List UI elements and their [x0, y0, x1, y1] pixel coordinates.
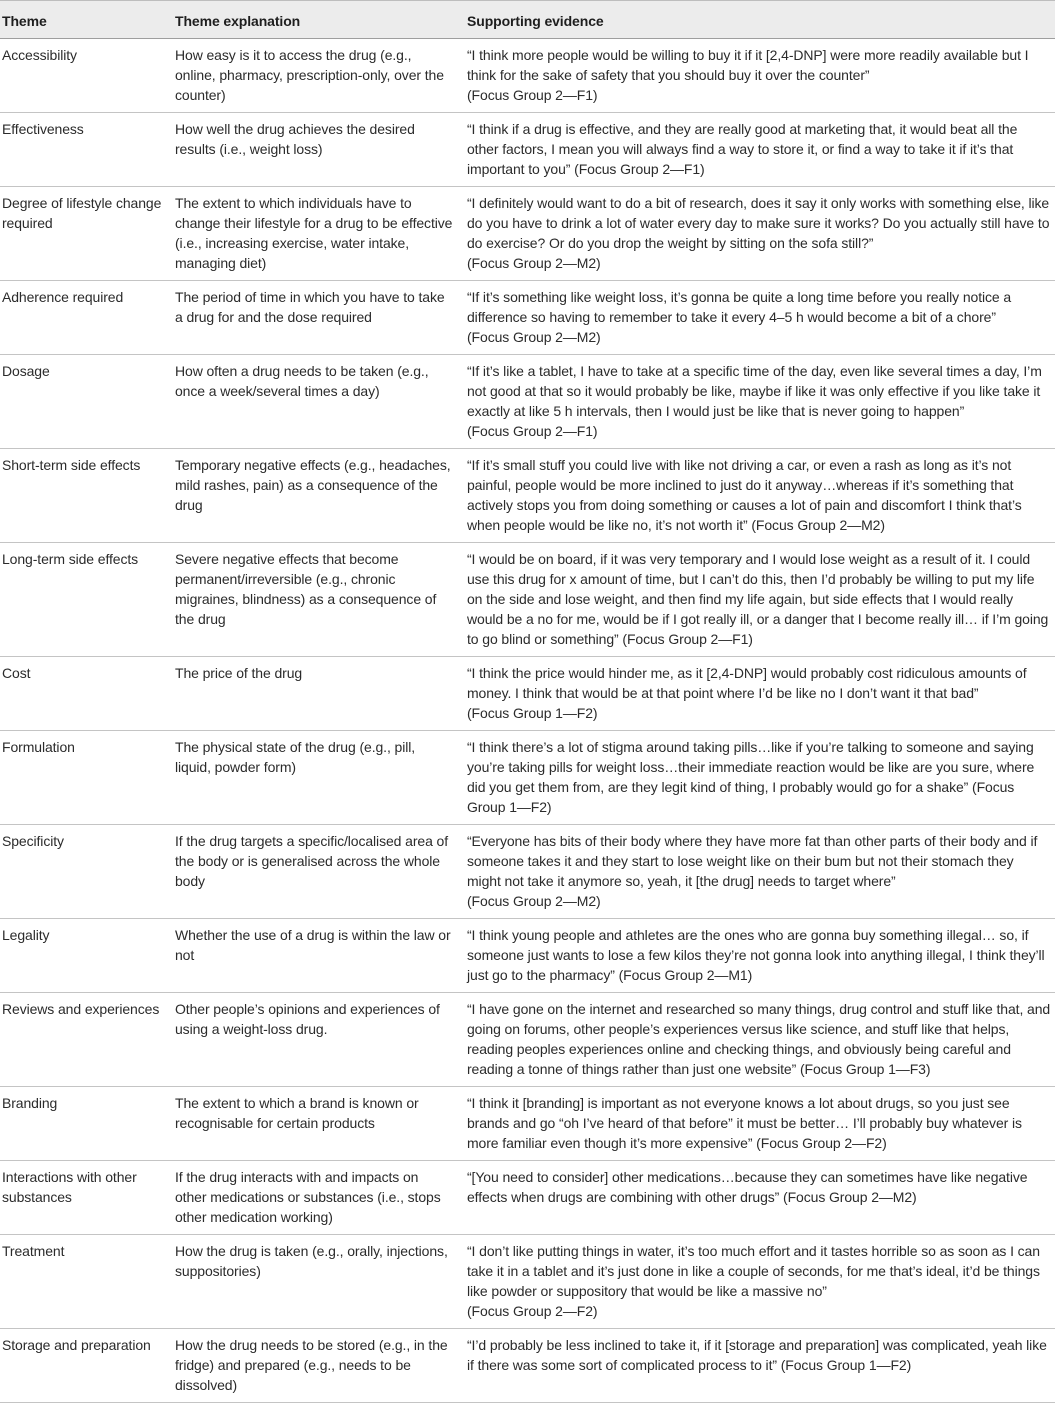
- evidence-quote: “I have gone on the internet and researched so many things, drug control and stuff like that, and going on forums, other people’s experiences versus like science, and stuff like that helps, reading peoples experiences online and checking things, and obviously being careful and reading a tonne of things rather than just one website” (Focus Group 1—F3): [467, 1001, 1051, 1077]
- evidence-quote: “I think if a drug is effective, and they are really good at marketing that, it would beat all the other factors, I mean you will always find a way to store it, or find a way to take it if it’s that important to you” (Focus Group 2—F1): [467, 121, 1018, 177]
- evidence-cell: [465, 657, 1055, 731]
- evidence-quote: “I’d probably be less inclined to take it, if it [storage and preparation] was complicated, yeah like if there was some sort of complicated process to it” (Focus Group 1—F2): [467, 1337, 1047, 1373]
- evidence-quote: “I think more people would be willing to buy it if it [2,4-DNP] were more readily available but I think for the sake of safety that you should buy it over the counter”: [467, 47, 1029, 83]
- header-theme: Theme: [0, 1, 170, 39]
- evidence-quote: “I don’t like putting things in water, it’s too much effort and it tastes horrible so as soon as I can take it in a tablet and it’s just done in like a couple of seconds, for me that’s ideal, it’d be things like powder or suppository that would be like a massive no”: [467, 1243, 1040, 1299]
- evidence-quote: “I would be on board, if it was very temporary and I would lose weight as a result of it. I could use this drug for x amount of time, but I can’t do this, then I’d probably be willing to put my life on the side and lose weight, and then find my life again, but side effects that I would really would be a no for me, would be if I got really ill, or a danger that I become really ill… if I’m going to go blind or something” (Focus Group 2—F1): [467, 551, 1049, 647]
- evidence-cell: [465, 113, 1055, 187]
- table-row: [0, 731, 1055, 825]
- explanation-cell: How the drug is taken (e.g., orally, injections, suppositories): [170, 1235, 465, 1329]
- table-row: [0, 825, 1055, 919]
- evidence-quote: “I think young people and athletes are the ones who are gonna buy something illegal… so, if someone just wants to lose a few kilos they’re not gonna look into anything illegal, I think they’ll just go to the pharmacy” (Focus Group 2—M1): [467, 927, 1045, 983]
- evidence-cell: [465, 1161, 1055, 1235]
- evidence-cell: [465, 39, 1055, 113]
- theme-cell: Treatment: [0, 1235, 170, 1329]
- table-row: [0, 281, 1055, 355]
- evidence-source: (Focus Group 2—M2): [467, 893, 601, 909]
- evidence-quote: “I think it [branding] is important as not everyone knows a lot about drugs, so you just see brands and go “oh I’ve heard of that before” it must be better… I’ll probably buy whatever is more familiar even though it’s more expensive” (Focus Group 2—F2): [467, 1095, 1022, 1151]
- explanation-cell: How often a drug needs to be taken (e.g., once a week/several times a day): [170, 355, 465, 449]
- explanation-cell: The extent to which a brand is known or recognisable for certain products: [170, 1087, 465, 1161]
- evidence-cell: [465, 825, 1055, 919]
- theme-cell: Cost: [0, 657, 170, 731]
- table-row: [0, 993, 1055, 1087]
- theme-cell: Accessibility: [0, 39, 170, 113]
- evidence-cell: [465, 731, 1055, 825]
- table-row: [0, 919, 1055, 993]
- evidence-quote: “I think there’s a lot of stigma around taking pills…like if you’re talking to someone and saying you’re taking pills for weight loss…their immediate reaction would be like are you sure, where did you get them from, are they legit kind of thing, I probably would go for a shake” (Focus Group 1—F2): [467, 739, 1035, 815]
- evidence-cell: [465, 187, 1055, 281]
- table-row: [0, 39, 1055, 113]
- table-row: [0, 657, 1055, 731]
- theme-cell: Short-term side effects: [0, 449, 170, 543]
- table-row: [0, 1087, 1055, 1161]
- evidence-cell: [465, 1329, 1055, 1403]
- explanation-cell: If the drug interacts with and impacts on other medications or substances (i.e., stops other medication working): [170, 1161, 465, 1235]
- evidence-cell: [465, 281, 1055, 355]
- explanation-cell: Severe negative effects that become permanent/irreversible (e.g., chronic migraines, blindness) as a consequence of the drug: [170, 543, 465, 657]
- theme-cell: Storage and preparation: [0, 1329, 170, 1403]
- theme-cell: Dosage: [0, 355, 170, 449]
- theme-cell: Adherence required: [0, 281, 170, 355]
- theme-cell: Branding: [0, 1087, 170, 1161]
- evidence-cell: [465, 355, 1055, 449]
- evidence-quote: “If it’s something like weight loss, it’s gonna be quite a long time before you really notice a difference so having to remember to take it every 4–5 h would become a bit of a chore”: [467, 289, 1012, 325]
- explanation-cell: Whether the use of a drug is within the law or not: [170, 919, 465, 993]
- table-row: [0, 449, 1055, 543]
- evidence-source: (Focus Group 2—F2): [467, 1303, 598, 1319]
- table-body: [0, 39, 1055, 1403]
- header-explanation: Theme explanation: [170, 1, 465, 39]
- header-row: [0, 1, 1055, 39]
- evidence-source: (Focus Group 2—M2): [467, 255, 601, 271]
- explanation-cell: How easy is it to access the drug (e.g., online, pharmacy, prescription-only, over the counter): [170, 39, 465, 113]
- evidence-cell: [465, 1087, 1055, 1161]
- theme-cell: Interactions with other substances: [0, 1161, 170, 1235]
- explanation-cell: If the drug targets a specific/localised area of the body or is generalised across the whole body: [170, 825, 465, 919]
- explanation-cell: The period of time in which you have to take a drug for and the dose required: [170, 281, 465, 355]
- evidence-cell: [465, 1235, 1055, 1329]
- theme-cell: Specificity: [0, 825, 170, 919]
- evidence-cell: [465, 993, 1055, 1087]
- header-evidence: Supporting evidence: [465, 1, 1055, 39]
- theme-cell: Reviews and experiences: [0, 993, 170, 1087]
- theme-cell: Effectiveness: [0, 113, 170, 187]
- explanation-cell: How well the drug achieves the desired results (i.e., weight loss): [170, 113, 465, 187]
- theme-cell: Long-term side effects: [0, 543, 170, 657]
- evidence-source: (Focus Group 2—M2): [467, 329, 601, 345]
- theme-cell: Formulation: [0, 731, 170, 825]
- evidence-quote: “If it’s like a tablet, I have to take at a specific time of the day, even like several times a day, I’m not good at that so it would probably be like, maybe if like it was only effective if you like take it exactly at like 5 h intervals, then I would just be like that is never going to happen”: [467, 363, 1042, 419]
- evidence-quote: “I think the price would hinder me, as it [2,4-DNP] would probably cost ridiculous amounts of money. I think that would be at that point where I’d be like no I don’t want it that bad”: [467, 665, 1027, 701]
- table-header: [0, 1, 1055, 39]
- explanation-cell: The extent to which individuals have to change their lifestyle for a drug to be effective (i.e., increasing exercise, water intake, managing diet): [170, 187, 465, 281]
- evidence-source: (Focus Group 2—F1): [467, 423, 598, 439]
- evidence-quote: “[You need to consider] other medications…because they can sometimes have like negative effects when drugs are combining with other drugs” (Focus Group 2—M2): [467, 1169, 1028, 1205]
- theme-cell: Degree of lifestyle change required: [0, 187, 170, 281]
- evidence-source: (Focus Group 2—F1): [467, 87, 598, 103]
- table-row: [0, 1235, 1055, 1329]
- evidence-quote: “If it’s small stuff you could live with like not driving a car, or even a rash as long as it’s not painful, people would be more inclined to just do it anyway…whereas if it’s something that actively stops you from doing something or causes a lot of pain and discomfort I think that’s when people would be like no, it’s not worth it” (Focus Group 2—M2): [467, 457, 1022, 533]
- evidence-cell: [465, 449, 1055, 543]
- table-row: [0, 187, 1055, 281]
- explanation-cell: Temporary negative effects (e.g., headaches, mild rashes, pain) as a consequence of the drug: [170, 449, 465, 543]
- evidence-source: (Focus Group 1—F2): [467, 705, 598, 721]
- table-row: [0, 543, 1055, 657]
- table-row: [0, 355, 1055, 449]
- evidence-quote: “I definitely would want to do a bit of research, does it say it only works with something else, like do you have to drink a lot of water every day to make sure it works? Do you actually still have to do exercise? Or do you drop the weight by sitting on the sofa still?”: [467, 195, 1050, 251]
- table-row: [0, 1329, 1055, 1403]
- explanation-cell: How the drug needs to be stored (e.g., in the fridge) and prepared (e.g., needs to be dissolved): [170, 1329, 465, 1403]
- explanation-cell: The price of the drug: [170, 657, 465, 731]
- theme-cell: Legality: [0, 919, 170, 993]
- table-row: [0, 113, 1055, 187]
- table-row: [0, 1161, 1055, 1235]
- evidence-quote: “Everyone has bits of their body where they have more fat than other parts of their body and if someone takes it and they start to lose weight like on their bum but not their stomach they might not take it anymore so, yeah, it [the drug] needs to target where”: [467, 833, 1038, 889]
- evidence-cell: [465, 543, 1055, 657]
- explanation-cell: Other people’s opinions and experiences of using a weight-loss drug.: [170, 993, 465, 1087]
- explanation-cell: The physical state of the drug (e.g., pill, liquid, powder form): [170, 731, 465, 825]
- evidence-cell: [465, 919, 1055, 993]
